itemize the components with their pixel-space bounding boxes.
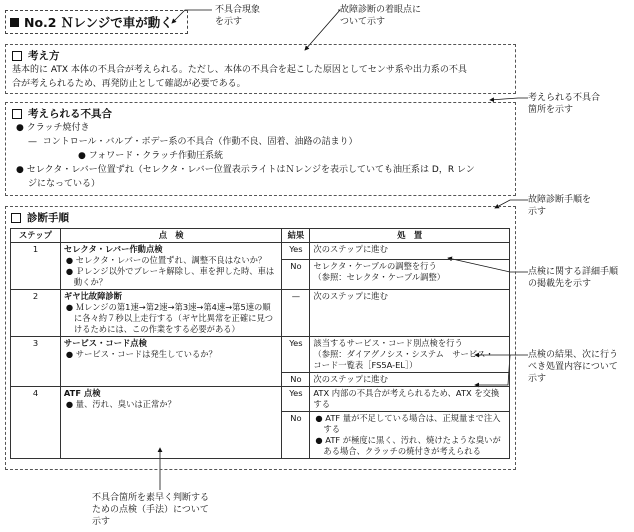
possible-faults-section — [5, 102, 516, 196]
approach-heading: 考え方 — [12, 48, 509, 63]
approach-section — [5, 44, 516, 94]
action-no: ● ATF 量が不足している場合は、正規量まで注入する ● ATF が極度に黒く、汚れ、焼けたような臭いがある場合、クラッチの焼付きが考えられる — [310, 412, 510, 459]
possible-faults-heading: 考えられる不具合 — [12, 106, 509, 121]
result-yes: Yes — [282, 387, 310, 412]
action-no: 次のステップに進む — [310, 373, 510, 387]
procedure-heading: 診断手順 — [11, 210, 69, 225]
bullet-icon: ● — [16, 123, 27, 133]
step-number: 1 — [11, 243, 61, 290]
table-row — [11, 337, 510, 373]
annotation-procedure: 故障診断手順を 示す — [528, 195, 592, 217]
step-check: ギヤ比故障診断 ● Ｍレンジの第1速→第2速→第3速→第4速→第5速の順に各々約７秒以上走行する（ギヤ比異常を正確に見つけるためには、この作業をする必要がある） — [60, 290, 282, 337]
fault-item-2-cont: ジになっている） — [28, 179, 101, 189]
dash-icon: — — [28, 137, 43, 147]
table-row — [11, 290, 510, 337]
annotation-detail: 点検に関する詳細手順 の掲載先を示す — [528, 267, 619, 289]
annotation-symptom: 不具合現象 を示す — [215, 5, 261, 27]
bullet-icon: ● — [78, 151, 89, 161]
checkbox-square-icon — [12, 109, 22, 119]
step-number: 4 — [11, 387, 61, 459]
header-result: 結果 — [282, 229, 310, 243]
approach-line-1: 基本的に ATX 本体の不具合が考えられる。ただし、本体の不具合を起こした原因としてセンサ系や出力系の不具 — [12, 65, 467, 75]
action-yes: ATX 内部の不具合が考えられるため、ATX を交換 する — [310, 387, 510, 412]
result-no: No — [282, 412, 310, 459]
leader-possible — [490, 98, 528, 100]
square-bullet-icon — [10, 18, 19, 27]
step-check: セレクタ・レバー作動点検 ● セレクタ・レバーの位置ずれ、調整不良はないか？ ● Ｐレンジ以外でブレーキ解除し、車を押した時、車は動くか？ — [60, 243, 282, 290]
table-header-row — [11, 229, 510, 243]
result-no: No — [282, 373, 310, 387]
step-check: ATF 点検 ● 量、汚れ、臭いは正常か？ — [60, 387, 282, 459]
header-step: ステップ — [11, 229, 61, 243]
fault-item-1-sub: — コントロール・バルブ・ボデー系の不具合（作動不良、固着、油路の詰まり） — [28, 137, 358, 147]
approach-line-2: 合が考えられるため、再発防止として確認が必要である。 — [12, 79, 246, 89]
table-row — [11, 243, 510, 260]
action: 次のステップに進む — [310, 290, 510, 337]
fault-item-2: ● セレクタ・レバー位置ずれ（セレクタ・レバー位置表示ライトはＮレンジを表示していても油圧系は D，R レン — [16, 165, 475, 175]
procedure-table — [10, 228, 510, 459]
result-yes: Yes — [282, 337, 310, 373]
step-number: 3 — [11, 337, 61, 387]
action-no: セレクタ・ケーブルの調整を行う （参照：セレクタ・ケーブル調整） — [310, 259, 510, 289]
annotation-possible: 考えられる不具合 箇所を示す — [528, 93, 601, 115]
table-row — [11, 387, 510, 412]
action-yes: 次のステップに進む — [310, 243, 510, 260]
annotation-method: 不具合箇所を素早く判断する ための点検（手法）について 示す — [92, 493, 210, 527]
step-check: サービス・コード点検 ● サービス・コードは発生しているか？ — [60, 337, 282, 387]
checkbox-square-icon — [11, 213, 21, 223]
header-check: 点 検 — [60, 229, 282, 243]
result-yes: Yes — [282, 243, 310, 260]
title-text: No.2 Ｎレンジで車が動く — [24, 15, 173, 30]
annotation-viewpoint: 故障診断の着眼点に ついて示す — [340, 5, 422, 27]
header-action: 処 置 — [310, 229, 510, 243]
annotation-result: 点検の結果、次に行う べき処置内容について 示す — [528, 350, 619, 384]
result-none: — — [282, 290, 310, 337]
page-title — [5, 10, 188, 34]
fault-item-1: ● クラッチ焼付き — [16, 123, 90, 133]
result-no: No — [282, 259, 310, 289]
checkbox-square-icon — [12, 51, 22, 61]
action-yes: 該当するサービス・コード別点検を行う （参照：ダイアグノシス・システム サービス・ コード一覧表［FS5A-EL］） — [310, 337, 510, 373]
bullet-icon: ● — [16, 165, 27, 175]
fault-item-1-sub-sub: ● フォワード・クラッチ作動圧系統 — [78, 151, 224, 161]
step-number: 2 — [11, 290, 61, 337]
